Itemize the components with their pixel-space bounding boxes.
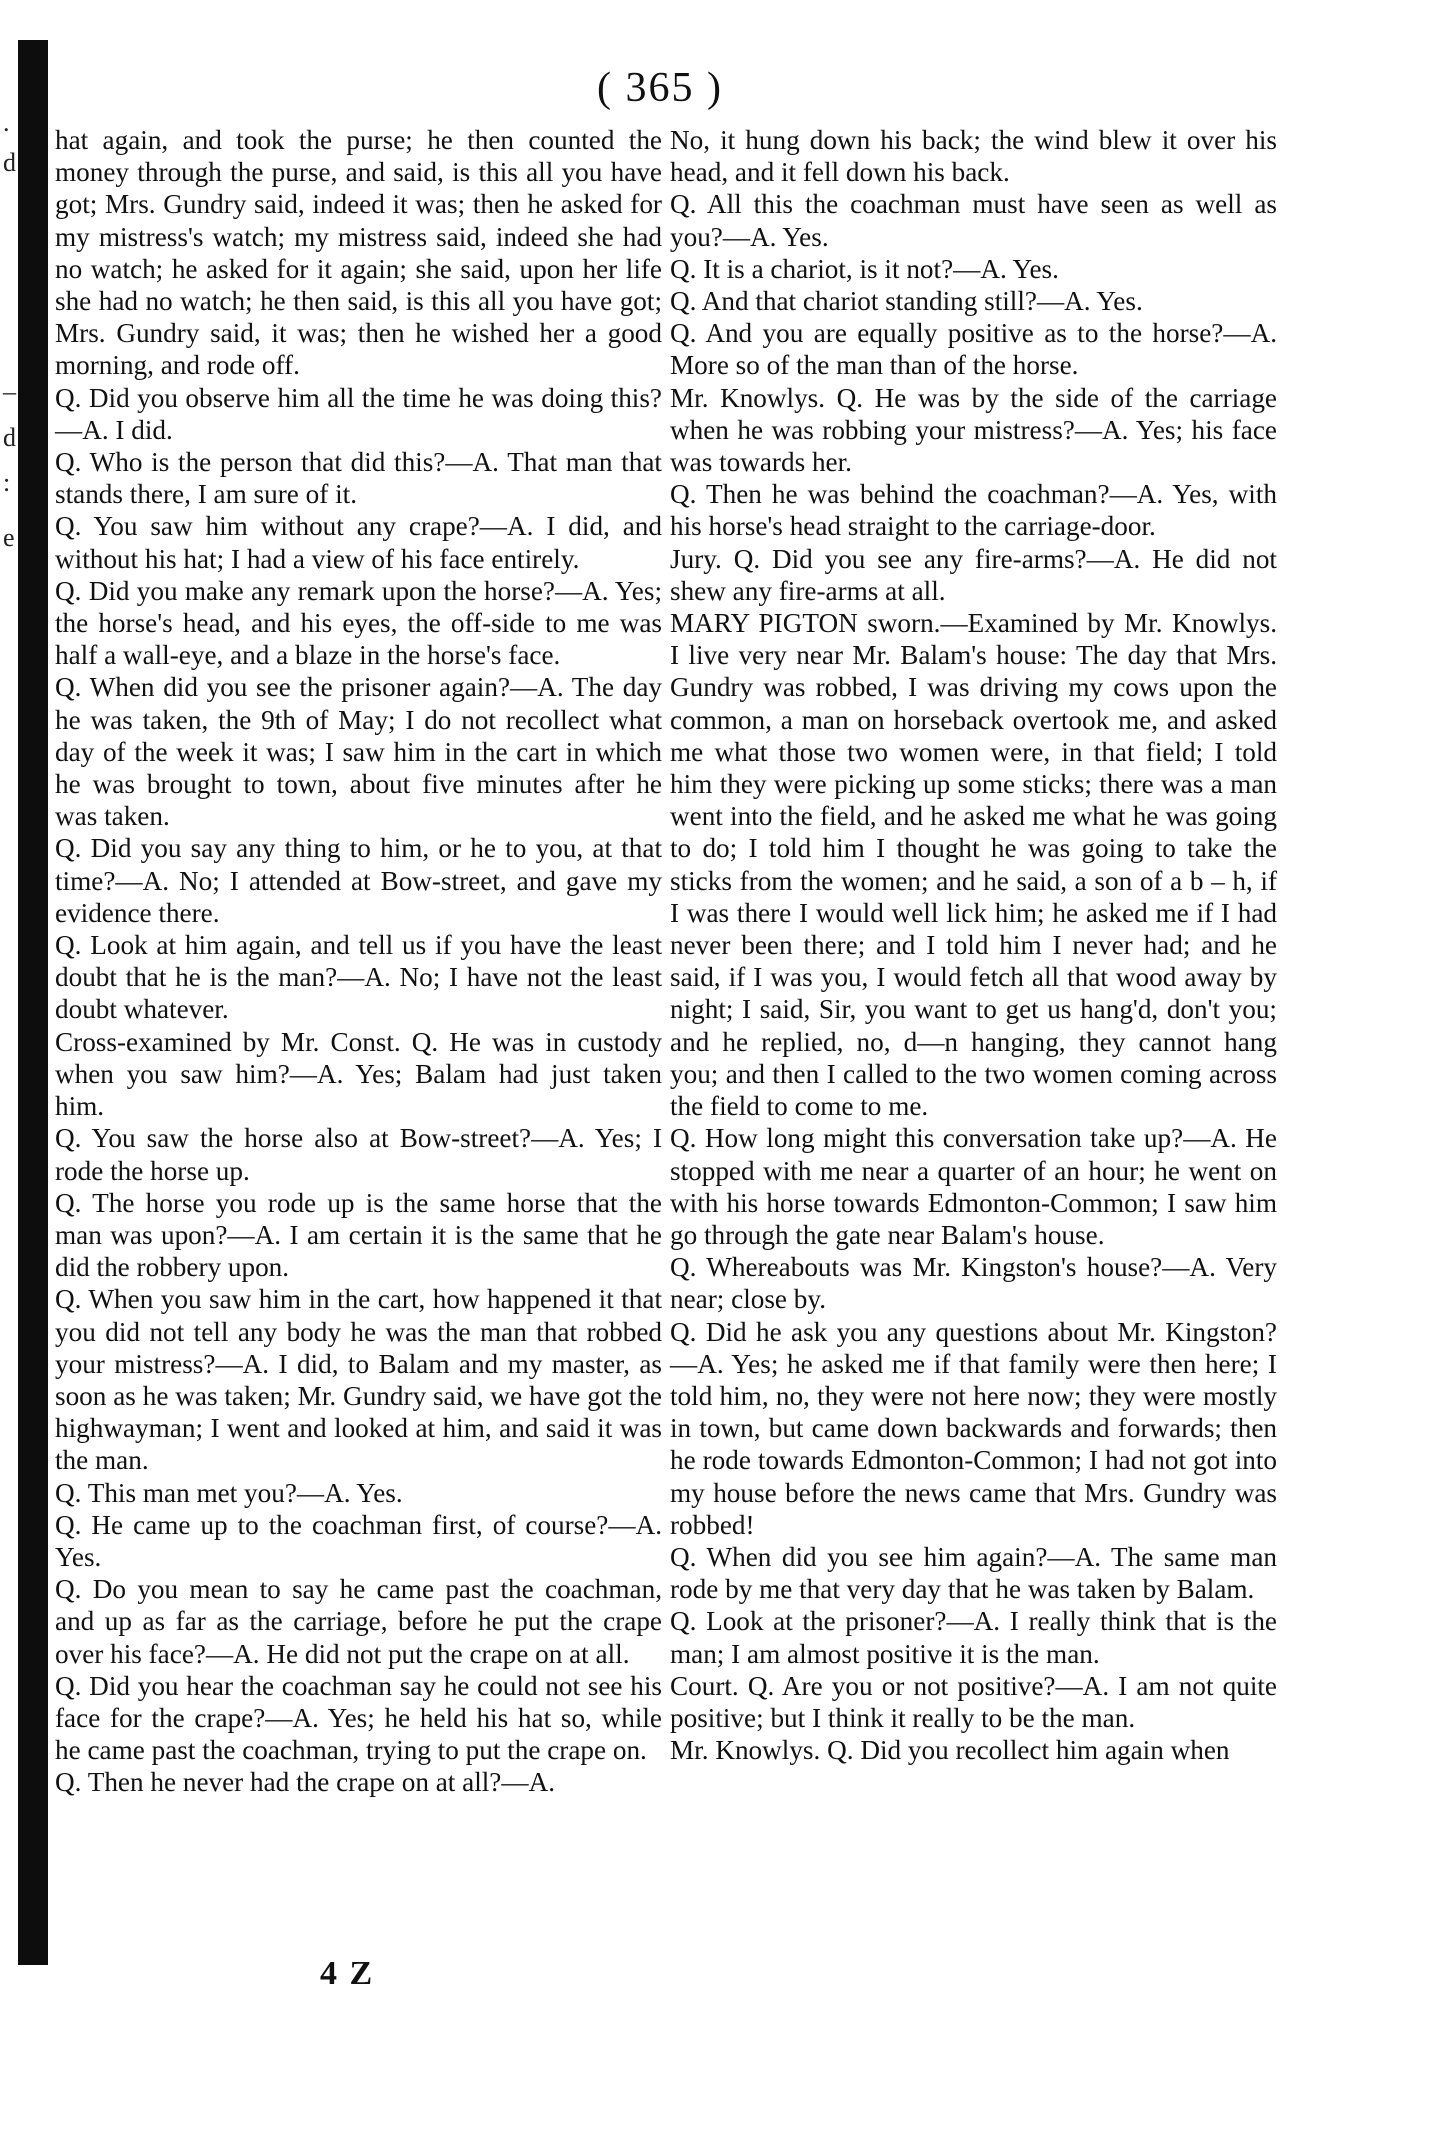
paragraph: Q. Then he was behind the coachman?—A. Yes, with his horse's head straight to the carriage-door.: [670, 479, 1277, 542]
paragraph: Q. Look at the prisoner?—A. I really think that is the man; I am almost positive it is the man.: [670, 1606, 1277, 1669]
paragraph: Q. Look at him again, and tell us if you have the least doubt that he is the man?—A. No; I have not the least doubt whatever.: [55, 930, 662, 1025]
paragraph: Q. Did you hear the coachman say he could not see his face for the crape?—A. Yes; he held his hat so, while he came past the coachman, trying to put the crape on.: [55, 1670, 662, 1766]
paragraph: Q. And that chariot standing still?—A. Yes.: [670, 286, 1143, 317]
margin-mark: .: [3, 108, 10, 137]
paragraph: Q. And you are equally positive as to the horse?—A. More so of the man than of the horse.: [670, 318, 1277, 381]
paragraph: Jury. Q. Did you see any fire-arms?—A. He did not shew any fire-arms at all.: [670, 543, 1277, 606]
paragraph: Cross-examined by Mr. Const. Q. He was in custody when you saw him?—A. Yes; Balam had just taken him.: [55, 1026, 662, 1122]
paragraph: Q. Did you observe him all the time he was doing this?—A. I did.: [55, 382, 662, 445]
margin-mark: d: [3, 423, 16, 452]
page-number: ( 365 ): [597, 65, 723, 111]
paragraph: Q. It is a chariot, is it not?—A. Yes.: [670, 253, 1059, 284]
margin-mark: :: [3, 468, 11, 497]
margin-mark: d: [3, 148, 16, 177]
paragraph: Q. Whereabouts was Mr. Kingston's house?—A. Very near; close by.: [670, 1252, 1277, 1315]
paragraph: Q. Did you make any remark upon the horse?—A. Yes; the horse's head, and his eyes, the off-side to me was half a wall-eye, and a blaze in the horse's face.: [55, 575, 662, 671]
paragraph: Q. You saw him without any crape?—A. I did, and without his hat; I had a view of his face entirely.: [55, 511, 662, 574]
paragraph: Q. Then he never had the crape on at all?—A.: [55, 1767, 555, 1798]
paragraph: Q. How long might this conversation take up?—A. He stopped with me near a quarter of an hour; he went on with his horse towards Edmonton-Common; I saw him go through the gate near Balam's house.: [670, 1123, 1277, 1250]
paragraph: Q. Do you mean to say he came past the coachman, and up as far as the carriage, before he put the crape over his face?—A. He did not put the crape on at all.: [55, 1574, 662, 1669]
paragraph: Q. The horse you rode up is the same horse that the man was upon?—A. I am certain it is the same that he did the robbery upon.: [55, 1187, 662, 1283]
paragraph: Q. When did you see the prisoner again?—A. The day he was taken, the 9th of May; I do not recollect what day of the week it was; I saw him in the cart in which he was brought to town, about five minutes after he was taken.: [55, 672, 662, 832]
paragraph: Mr. Knowlys. Q. He was by the side of the carriage when he was robbing your mistress?—A. Yes; his face was towards her.: [670, 382, 1277, 478]
paragraph: Q. This man met you?—A. Yes.: [55, 1477, 403, 1508]
paragraph: Q. Did you say any thing to him, or he to you, at that time?—A. No; I attended at Bow-street, and gave my evidence there.: [55, 833, 662, 928]
paragraph: MARY PIGTON sworn.—Examined by Mr. Knowlys. I live very near Mr. Balam's house: The day that Mrs. Gundry was robbed, I was driving my cows upon the common, a man on horseback overtook me, and asked me what those two women were, in that field; I told him they were picking up some sticks; there was a man went into the field, and he asked me what he was going to do; I told him I thought he was going to take the sticks from the women; and he said, a son of a b – h, if I was there I would well lick him; he asked me if I had never been there; and I told him I never had; and he said, if I was you, I would fetch all that wood away by night; I said, Sir, you want to get us hang'd, don't you; and he replied, no, d—n hanging, they cannot hang you; and then I called to the two women coming across the field to come to me.: [670, 608, 1277, 1122]
paragraph: Mr. Knowlys. Q. Did you recollect him again when: [670, 1735, 1230, 1766]
paragraph: Q. All this the coachman must have seen as well as you?—A. Yes.: [670, 189, 1277, 252]
paragraph: Q. When did you see him again?—A. The same man rode by me that very day that he was taken by Balam.: [670, 1541, 1277, 1605]
paragraph: Q. When you saw him in the cart, how happened it that you did not tell any body he was the man that robbed your mistress?—A. I did, to Balam and my master, as soon as he was taken; Mr. Gundry said, we have got the highwayman; I went and looked at him, and said it was the man.: [55, 1284, 662, 1476]
right-column: [670, 124, 1277, 1766]
paragraph: Court. Q. Are you or not positive?—A. I am not quite positive; but I think it really to be the man.: [670, 1670, 1277, 1733]
paragraph: No, it hung down his back; the wind blew it over his head, and it fell down his back.: [670, 125, 1277, 188]
margin-mark: e: [3, 523, 15, 552]
left-column: [55, 124, 662, 1799]
printer-signature-mark: 4 Z: [320, 1955, 375, 1992]
paragraph: Q. You saw the horse also at Bow-street?—A. Yes; I rode the horse up.: [55, 1123, 662, 1186]
margin-marks: [0, 0, 18, 2138]
paragraph: Q. Who is the person that did this?—A. That man that stands there, I am sure of it.: [55, 447, 662, 510]
margin-mark: _: [3, 368, 16, 397]
paragraph: Q. He came up to the coachman first, of course?—A. Yes.: [55, 1509, 662, 1572]
binding-spine: [18, 40, 48, 1965]
paragraph: Q. Did he ask you any questions about Mr. Kingston?—A. Yes; he asked me if that family were then here; I told him, no, they were not here now; they were mostly in town, but came down backwards and forwards; then he rode towards Edmonton-Common; I had not got into my house before the news came that Mrs. Gundry was robbed!: [670, 1316, 1277, 1540]
paragraph: hat again, and took the purse; he then counted the money through the purse, and said, is this all you have got; Mrs. Gundry said, indeed it was; then he asked for my mistress's watch; my mistress said, indeed she had no watch; he asked for it again; she said, upon her life she had no watch; he then said, is this all you have got; Mrs. Gundry said, it was; then he wished her a good morning, and rode off.: [55, 125, 662, 381]
